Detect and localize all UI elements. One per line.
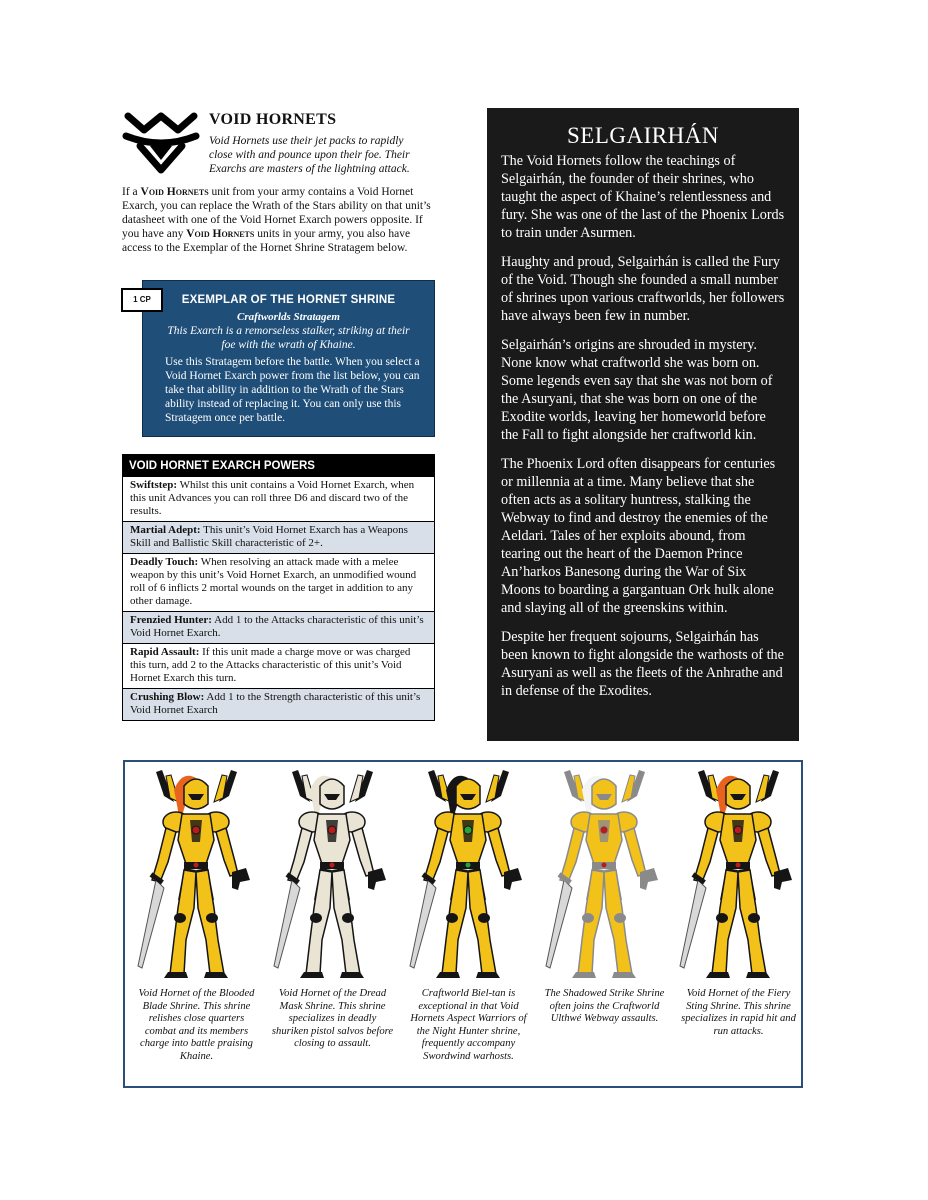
table-header: VOID HORNET EXARCH POWERS	[123, 455, 434, 476]
stratagem-flavor: This Exarch is a remorseless stalker, striking at their foe with the wrath of Khaine.	[167, 325, 410, 351]
table-row: Martial Adept: This unit’s Void Hornet Exarch has a Weapons Skill and Ballistic Skill characteristic of 2+.	[123, 521, 434, 553]
void-hornet-shrine-rune-icon	[122, 106, 200, 176]
miniature-gallery	[123, 760, 803, 1088]
table-row: Rapid Assault: If this unit made a charge move or was charged this turn, add 2 to the Attacks characteristic of this unit’s Void Hornet Exarch this turn.	[123, 643, 434, 688]
miniature-caption: Craftworld Biel-tan is exceptional in that Void Hornets Aspect Warriors of the Night Hunter shrine, frequently accompany Swordwind warhosts.	[410, 988, 527, 1062]
miniature-caption: Void Hornet of the Blooded Blade Shrine. This shrine relishes close quarters combat and its members charge into battle praising Khaine.	[138, 988, 255, 1062]
stratagem-title: EXEMPLAR OF THE HORNET SHRINE	[181, 294, 396, 306]
stratagem-type: Craftworlds Stratagem	[237, 311, 340, 323]
lore-paragraph: Haughty and proud, Selgairhán is called the Fury of the Void. Though she founded a small number of shrines upon various craftworlds, her followers have always been few in number.	[501, 254, 785, 324]
rules-text: If a Void Hornets unit from your army contains a Void Hornet Exarch, you can replace the Wrath of the Stars ability on that unit’s datasheet with one of the Void Hornet Exarch powers opposite. If you have any Void Hornets units in your army, you also have access to the Exemplar of the Hornet Shrine Stratagem below.	[122, 186, 431, 254]
miniature-caption: Void Hornet of the Dread Mask Shrine. This shrine specializes in deadly shuriken pistol salvos before closing to assault.	[271, 988, 394, 1049]
void-hornet-miniature-image	[542, 768, 667, 984]
keyword: Void Hornets	[140, 186, 209, 198]
table-row: Frenzied Hunter: Add 1 to the Attacks characteristic of this unit’s Void Hornet Exarch.	[123, 611, 434, 643]
table-row: Crushing Blow: Add 1 to the Strength characteristic of this unit’s Void Hornet Exarch	[123, 688, 434, 720]
selgairhan-lore-panel	[487, 108, 799, 741]
stratagem-rule: Use this Stratagem before the battle. When you select a Void Hornet Exarch power from the list below, you can take that ability in addition to the Wrath of the Stars ability instead of replacing it. You can only use this Stratagem once per battle.	[165, 356, 420, 424]
section-title: VOID HORNETS	[209, 111, 337, 128]
void-hornet-miniature-image	[406, 768, 531, 984]
lore-paragraph: Selgairhán’s origins are shrouded in mystery. None know what craftworld she was born on. Some legends even say that she was not born of the Asuryani, that she was born on one of the Exodite worlds, leaving her homeworld before the Fall to fight alongside her craftworld kin.	[501, 337, 773, 443]
lore-paragraph: The Phoenix Lord often disappears for centuries or millennia at a time. Many believe that she often acts as a solitary huntress, stalking the Webway to find and destroy the enemies of the Aeldari. Tales of her exploits abound, from tearing out the heart of the Daemon Prince An’harkos Banesong during the War of Six Moons to boarding a gargantuan Ork hulk alone and slaying all of the greenskins within.	[501, 456, 776, 616]
keyword: Void Hornets	[186, 228, 255, 240]
void-hornet-miniature-image	[134, 768, 259, 984]
table-row: Swiftstep: Whilst this unit contains a Void Hornet Exarch, when this unit Advances you can roll three D6 and discard two of the results.	[123, 476, 434, 521]
void-hornet-miniature-image	[676, 768, 801, 984]
panel-title: SELGAIRHÁN	[567, 123, 719, 148]
void-hornet-miniature-image	[270, 768, 395, 984]
exarch-powers-table	[122, 454, 435, 721]
lore-paragraph: Despite her frequent sojourns, Selgairhán has been known to fight alongside the warhosts of the Asuryani as well as the fleets of the Anhrathe and in defense of the Exodites.	[501, 629, 784, 699]
lore-paragraph: The Void Hornets follow the teachings of Selgairhán, the founder of their shrines, who taught the aspect of Khaine’s relentlessness and fury. She was one of the last of the Phoenix Lords to train under Asurmen.	[501, 153, 785, 241]
stratagem-box	[142, 280, 435, 437]
table-row: Deadly Touch: When resolving an attack made with a melee weapon by this unit’s Void Hornet Exarch, an unmodified wound roll of 6 inflicts 2 mortal wounds on the target in addition to any other damage.	[123, 553, 434, 611]
command-point-cost-badge: 1 CP	[121, 288, 163, 312]
miniature-caption: Void Hornet of the Fiery Sting Shrine. This shrine specializes in rapid hit and run attacks.	[681, 988, 796, 1037]
miniature-caption: The Shadowed Strike Shrine often joins the Craftworld Ulthwé Webway assaults.	[544, 988, 665, 1024]
flavor-text: Void Hornets use their jet packs to rapidly close with and pounce upon their foe. Their Exarchs are masters of the lightning attack.	[209, 135, 410, 175]
